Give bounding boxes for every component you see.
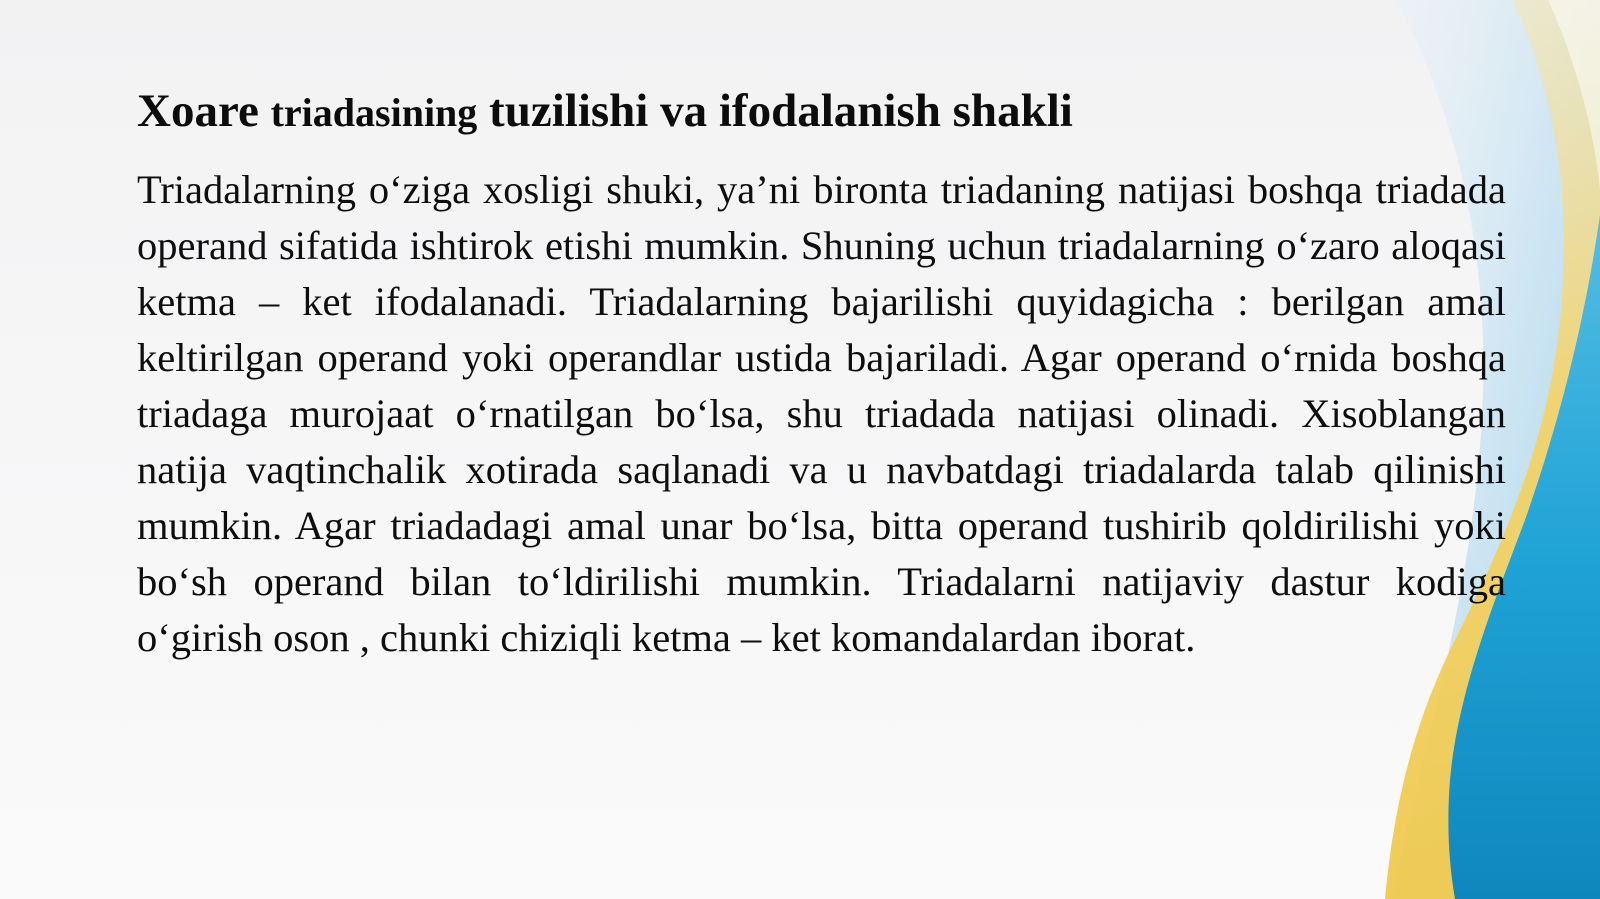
slide-body-text: Triadalarning oʻziga xosligi shuki, ya’ni bironta triadaning natijasi boshqa triadada operand sifatida ishtirok etishi mumkin. Shuning uchun triadalarning oʻzaro aloqasi ketma – ket ifodalanadi. Triadalarning bajarilishi quyidagicha : berilgan amal keltirilgan operand yoki operandlar ustida bajariladi. Agar operand oʻrnida boshqa triadaga murojaat oʻrnatilgan boʻlsa, shu triadada natijasi olinadi. Xisoblangan natija vaqtinchalik xotirada saqlanadi va u navbatdagi triadalarda talab qilinishi mumkin. Agar triadadagi amal unar boʻlsa, bitta operand tushirib qoldirilishi yoki boʻsh operand bilan toʻldirilishi mumkin. Triadalarni natijaviy dastur kodiga oʻgirish oson , chunki chiziqli ketma – ket komandalardan iborat.	[137, 167, 1506, 660]
title-tail: tuzilishi va ifodalanish shakli	[489, 85, 1073, 137]
title-main: Xoare	[137, 85, 259, 137]
title-small: triadasining	[270, 90, 478, 135]
slide-title	[137, 80, 1497, 144]
